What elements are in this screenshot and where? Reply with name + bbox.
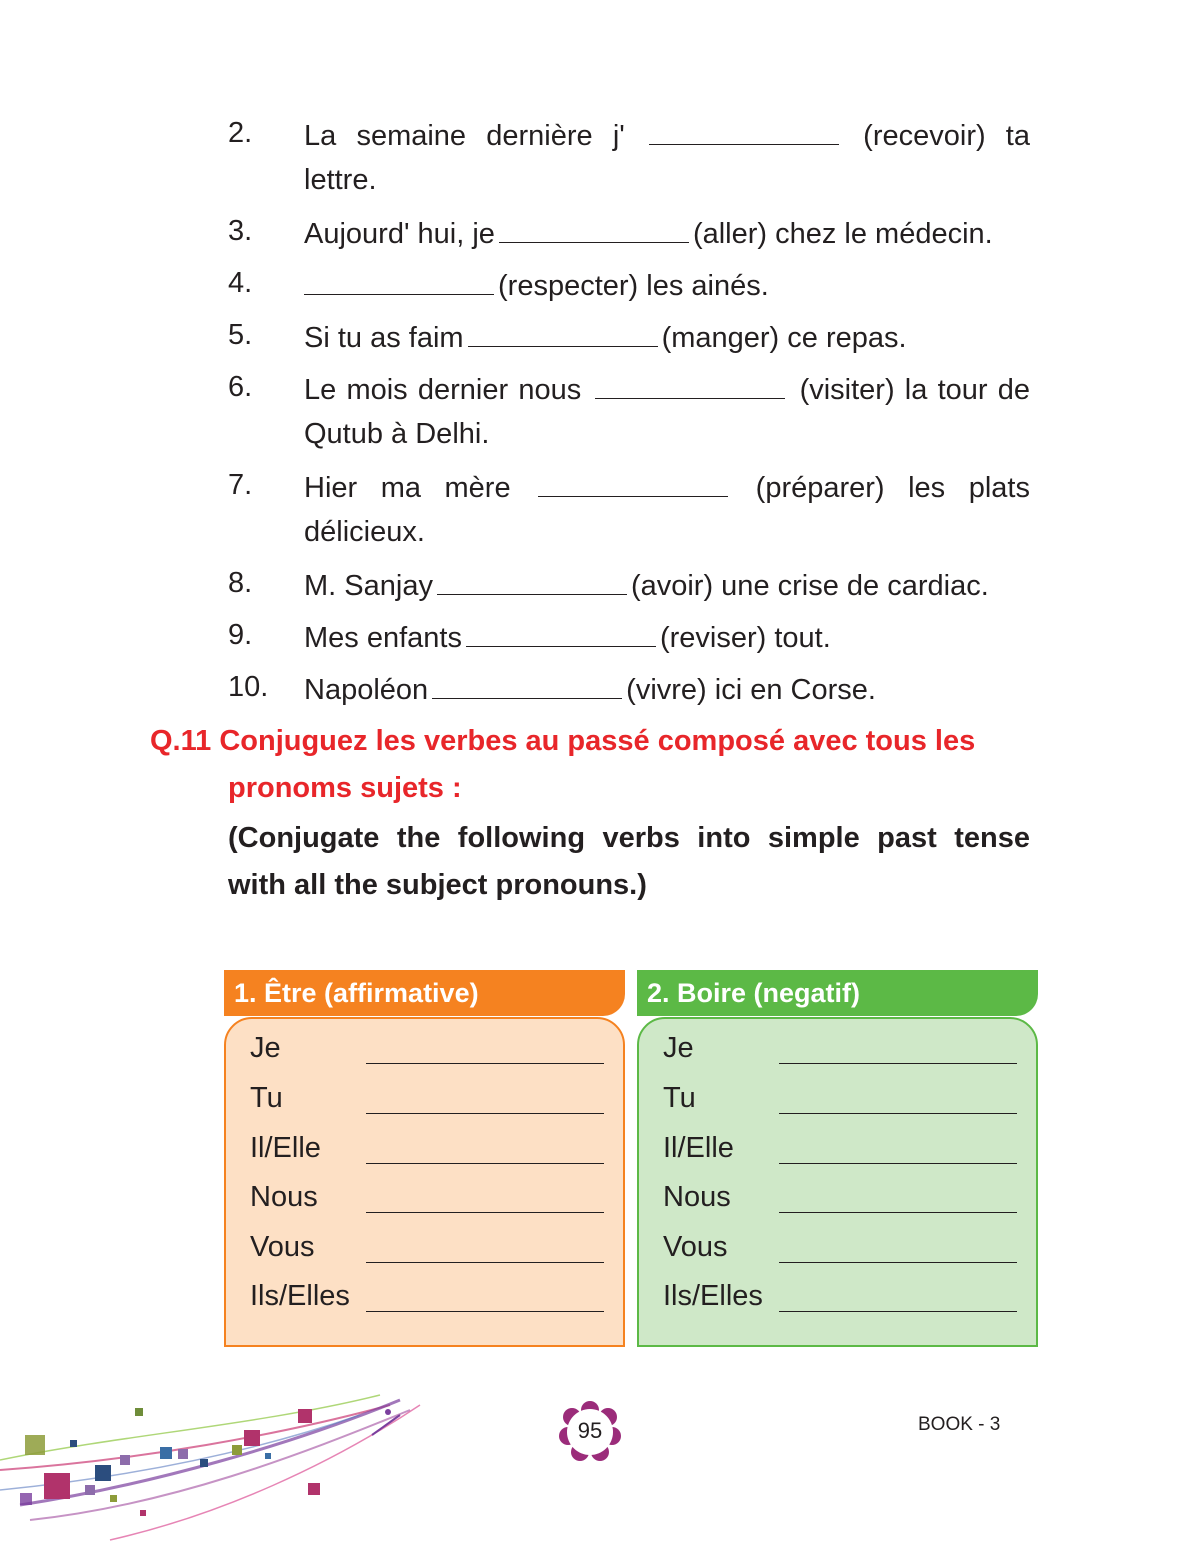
exercise-sentence xyxy=(304,364,1030,414)
boire-conjugation-box xyxy=(637,1017,1038,1347)
pronoun-label: Je xyxy=(250,1032,281,1064)
pronoun-label: Je xyxy=(663,1032,694,1064)
sentence-continued: Qutub à Delhi. xyxy=(304,418,490,450)
answer-blank[interactable] xyxy=(466,612,656,647)
pronoun-label: Nous xyxy=(663,1181,731,1213)
answer-line[interactable] xyxy=(779,1113,1017,1114)
boire-table-heading: 2. Boire (negatif) xyxy=(637,970,1038,1016)
sentence-end: (visiter) la tour de xyxy=(799,374,1030,406)
exercise-number: 8. xyxy=(228,567,253,599)
answer-blank[interactable] xyxy=(437,560,627,595)
exercise-number: 3. xyxy=(228,215,253,247)
sentence-end: (avoir) une crise de cardiac. xyxy=(630,570,989,602)
sentence-end: (manger) ce repas. xyxy=(661,322,907,354)
pronoun-label: Tu xyxy=(663,1082,696,1114)
sentence-end: (reviser) tout. xyxy=(659,622,831,654)
page-number-badge xyxy=(555,1400,625,1462)
pronoun-label: Il/Elle xyxy=(250,1132,321,1164)
answer-line[interactable] xyxy=(366,1262,604,1263)
exercise-number: 9. xyxy=(228,619,253,651)
question-title-continued: pronoms sujets : xyxy=(228,772,462,804)
answer-line[interactable] xyxy=(779,1212,1017,1213)
answer-line[interactable] xyxy=(779,1063,1017,1064)
exercise-sentence xyxy=(304,462,1030,512)
exercise-sentence xyxy=(304,208,1030,258)
answer-line[interactable] xyxy=(366,1163,604,1164)
exercise-number: 5. xyxy=(228,319,253,351)
exercise-number: 6. xyxy=(228,371,253,403)
exercise-sentence xyxy=(304,110,1030,160)
sentence-start: Si tu as faim xyxy=(304,322,464,354)
exercise-sentence xyxy=(304,664,1030,714)
etre-conjugation-box xyxy=(224,1017,625,1347)
sentence-continued: délicieux. xyxy=(304,516,425,548)
sentence-end: (recevoir) ta xyxy=(863,120,1030,152)
sentence-start: Mes enfants xyxy=(304,622,462,654)
exercise-sentence xyxy=(304,560,1030,610)
answer-line[interactable] xyxy=(366,1311,604,1312)
question-english: (Conjugate the following verbs into simple past tense xyxy=(228,822,1030,854)
sentence-end: (préparer) les plats xyxy=(755,472,1030,504)
sentence-start: Aujourd' hui, je xyxy=(304,218,495,250)
sentence-start: La semaine dernière j' xyxy=(304,120,625,152)
exercise-number: 4. xyxy=(228,267,253,299)
answer-line[interactable] xyxy=(366,1212,604,1213)
sentence-end: (aller) chez le médecin. xyxy=(692,218,993,250)
answer-blank[interactable] xyxy=(468,312,658,347)
exercise-number: 2. xyxy=(228,117,253,149)
pronoun-label: Nous xyxy=(250,1181,318,1213)
exercise-sentence xyxy=(304,312,1030,362)
etre-table-heading: 1. Être (affirmative) xyxy=(224,970,625,1016)
sentence-start: Le mois dernier nous xyxy=(304,374,582,406)
answer-blank[interactable] xyxy=(432,664,622,699)
exercise-sentence xyxy=(300,260,1026,310)
answer-blank[interactable] xyxy=(499,208,689,243)
pronoun-label: Vous xyxy=(250,1231,315,1263)
question-title: Q.11 Conjuguez les verbes au passé composé avec tous les xyxy=(150,725,976,757)
answer-blank[interactable] xyxy=(595,364,785,399)
book-label: BOOK - 3 xyxy=(918,1414,1001,1435)
sentence-end: (respecter) les ainés. xyxy=(498,270,769,302)
pronoun-label: Tu xyxy=(250,1082,283,1114)
decorative-swirl-graphic xyxy=(0,1385,430,1545)
answer-line[interactable] xyxy=(779,1262,1017,1263)
sentence-start: Napoléon xyxy=(304,674,429,706)
question-english-continued: with all the subject pronouns.) xyxy=(228,869,647,901)
answer-line[interactable] xyxy=(779,1163,1017,1164)
answer-line[interactable] xyxy=(366,1113,604,1114)
pronoun-label: Ils/Elles xyxy=(250,1280,350,1312)
answer-blank[interactable] xyxy=(649,110,839,145)
answer-line[interactable] xyxy=(366,1063,604,1064)
sentence-start: M. Sanjay xyxy=(304,570,433,602)
sentence-continued: lettre. xyxy=(304,164,377,196)
answer-line[interactable] xyxy=(779,1311,1017,1312)
page-number: 95 xyxy=(577,1418,603,1443)
sentence-start: Hier ma mère xyxy=(304,472,511,504)
pronoun-label: Vous xyxy=(663,1231,728,1263)
exercise-number: 7. xyxy=(228,469,253,501)
answer-blank[interactable] xyxy=(538,462,728,497)
pronoun-label: Ils/Elles xyxy=(663,1280,763,1312)
answer-blank[interactable] xyxy=(304,260,494,295)
exercise-number: 10. xyxy=(228,671,269,703)
exercise-sentence xyxy=(304,612,1030,662)
pronoun-label: Il/Elle xyxy=(663,1132,734,1164)
sentence-end: (vivre) ici en Corse. xyxy=(626,674,876,706)
